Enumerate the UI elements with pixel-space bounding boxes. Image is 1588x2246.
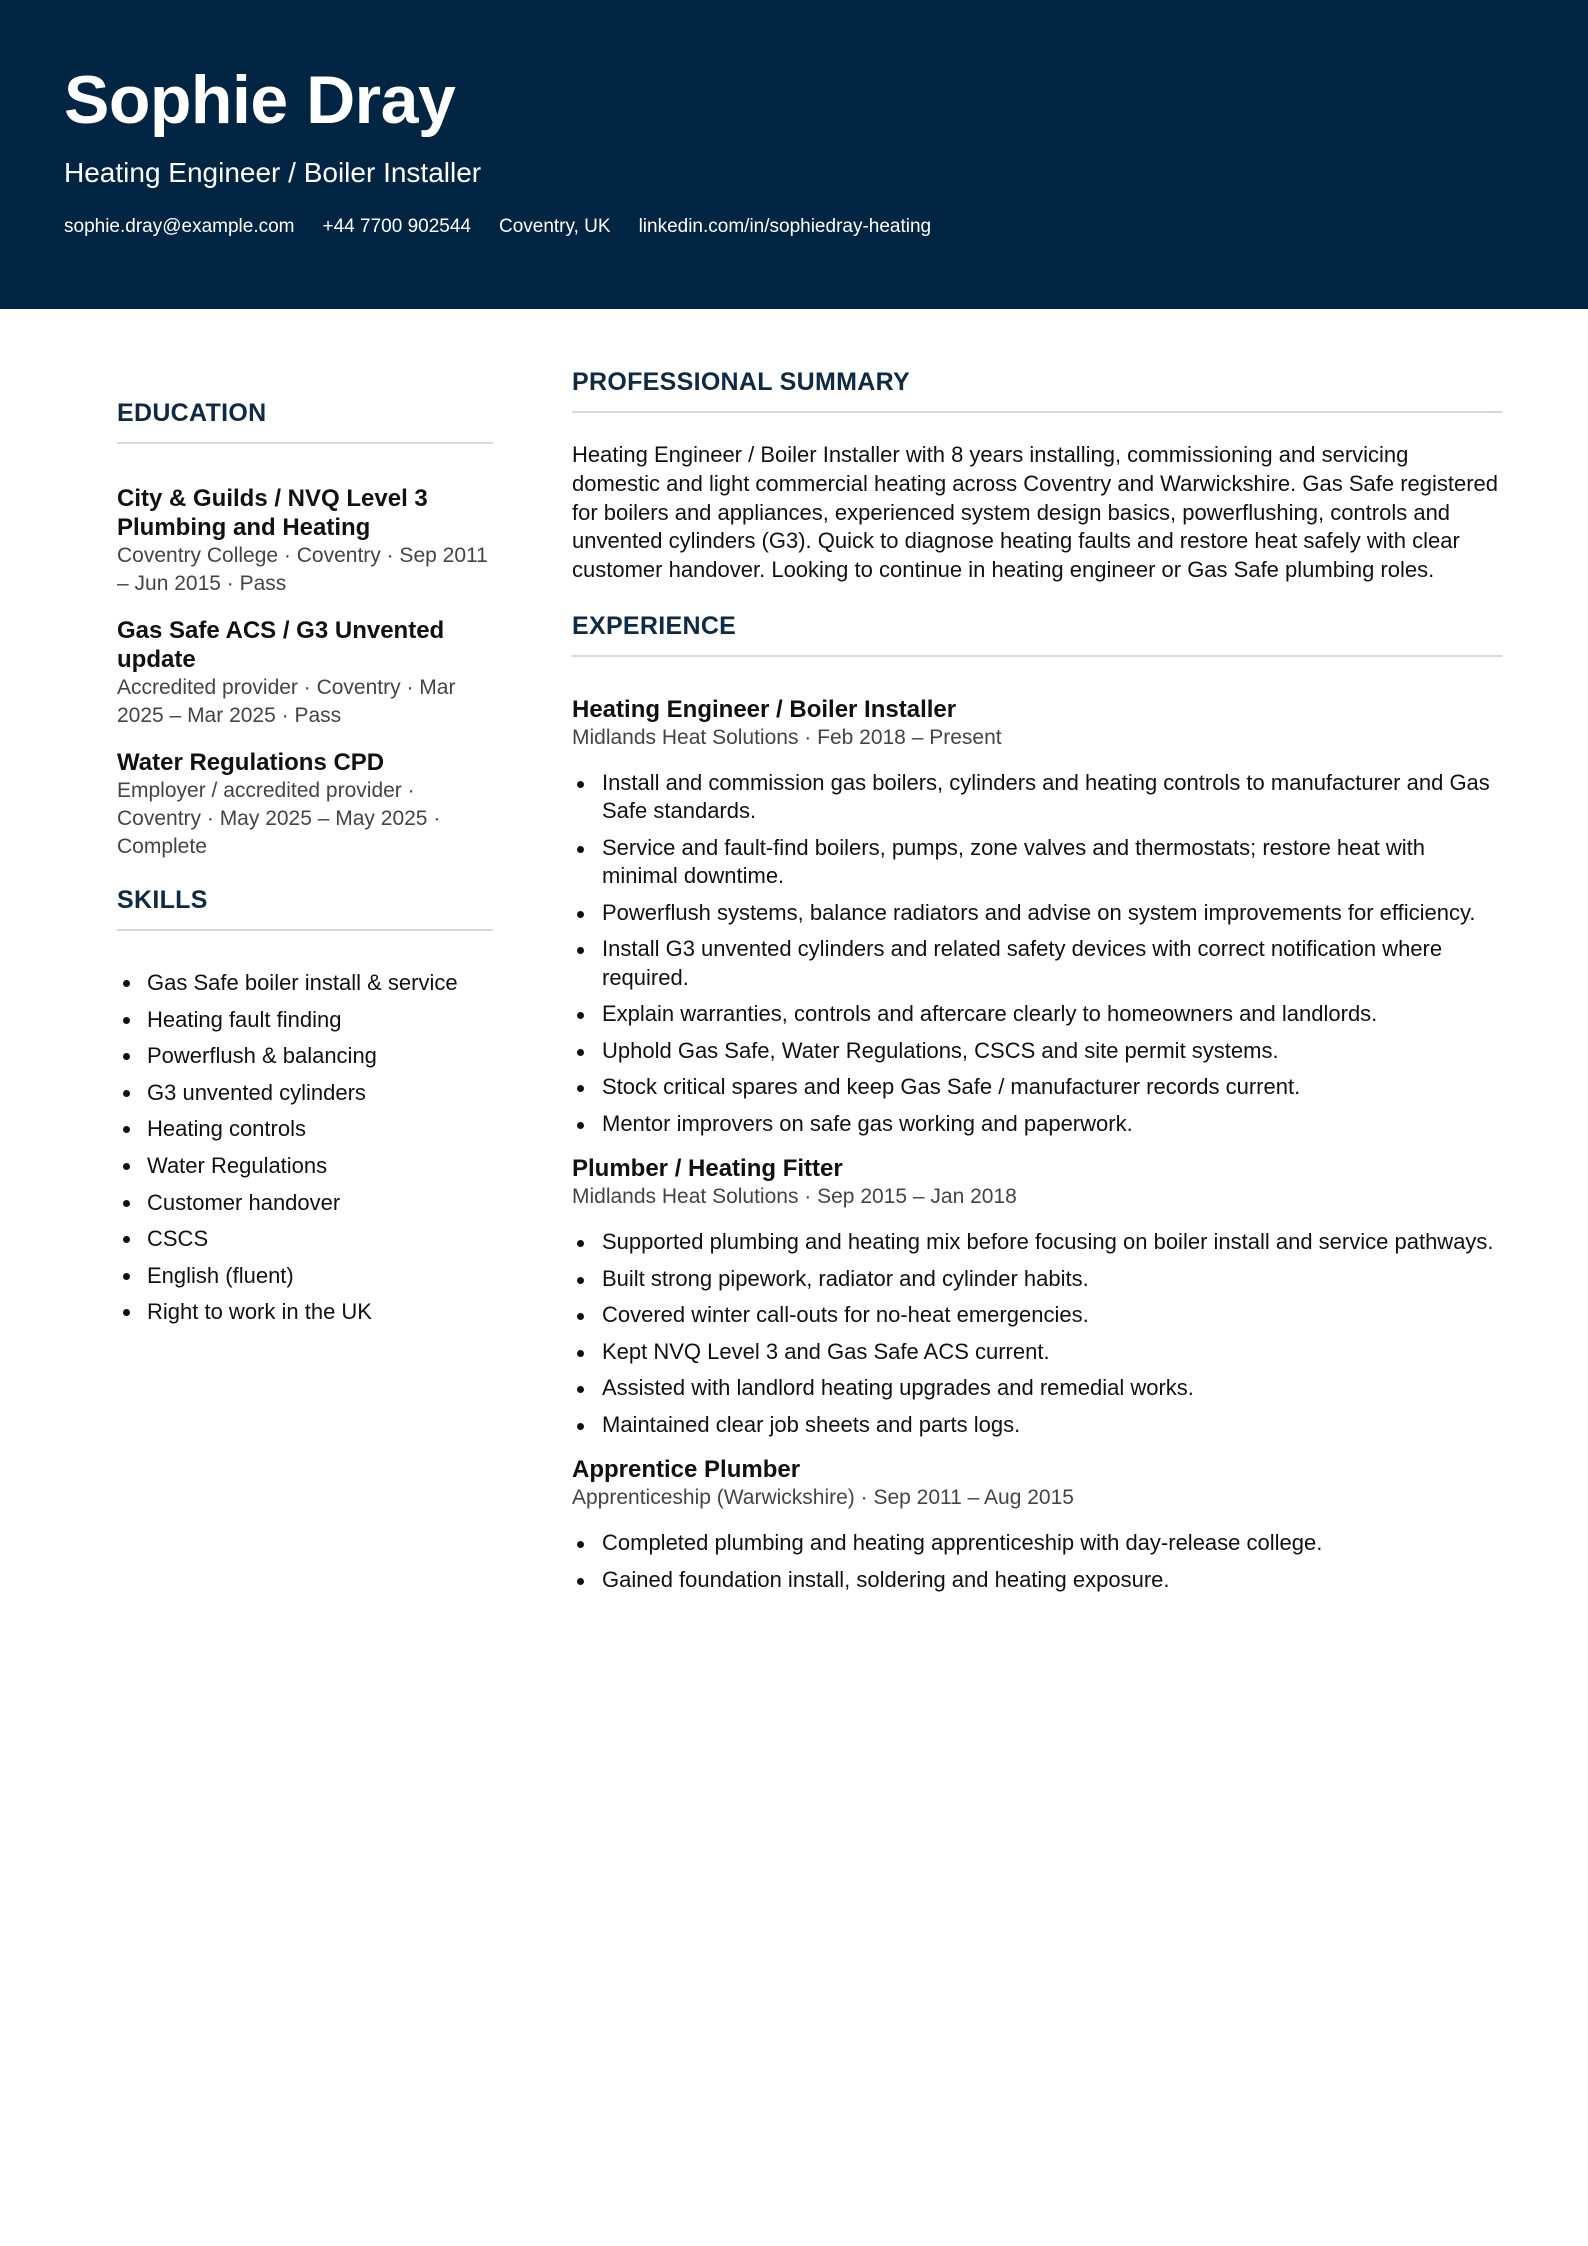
candidate-name: Sophie Dray xyxy=(64,62,456,138)
contact-bar xyxy=(64,214,931,240)
job-bullet: Kept NVQ Level 3 and Gas Safe ACS current. xyxy=(572,1338,1502,1367)
education-title: City & Guilds / NVQ Level 3 Plumbing and Heating xyxy=(117,485,428,541)
job-bullet: Powerflush systems, balance radiators and advise on system improvements for efficiency. xyxy=(572,899,1502,928)
job-title: Heating Engineer / Boiler Installer xyxy=(572,695,957,723)
skill-item: Water Regulations xyxy=(117,1148,493,1185)
job-bullet: Maintained clear job sheets and parts logs. xyxy=(572,1411,1502,1440)
job-entry xyxy=(572,1154,1502,1439)
job-bullet: Mentor improvers on safe gas working and paperwork. xyxy=(572,1110,1502,1139)
job-bullet: Assisted with landlord heating upgrades and remedial works. xyxy=(572,1374,1502,1403)
section-divider xyxy=(117,929,493,931)
job-bullet: Built strong pipework, radiator and cylinder habits. xyxy=(572,1265,1502,1294)
right-column xyxy=(572,367,1502,1602)
education-item xyxy=(117,748,493,861)
left-column xyxy=(117,398,493,1331)
education-meta: Employer / accredited provider · Coventry · May 2025 – May 2025 · Complete xyxy=(117,779,441,858)
education-title: Gas Safe ACS / G3 Unvented update xyxy=(117,617,445,673)
job-meta: Apprenticeship (Warwickshire) · Sep 2011 – Aug 2015 xyxy=(572,1486,1074,1510)
skill-item: Heating fault finding xyxy=(117,1002,493,1039)
candidate-role: Heating Engineer / Boiler Installer xyxy=(64,157,482,188)
summary-text: Heating Engineer / Boiler Installer with 8 years installing, commissioning and servicing domestic and light commercial heating across Coventry and Warwickshire. Gas Safe registered for boilers and appliances, experienced system design basics, powerflushing, controls and unvented cylinders (G3). Quick to diagnose heating faults and restore heat safely with clear customer handover. Looking to continue in heating engineer or Gas Safe plumbing roles. xyxy=(572,442,1499,583)
education-item xyxy=(117,616,493,730)
resume-header xyxy=(0,0,1588,309)
job-title: Plumber / Heating Fitter xyxy=(572,1155,843,1183)
job-bullet: Completed plumbing and heating apprenticeship with day-release college. xyxy=(572,1529,1502,1558)
job-bullet: Supported plumbing and heating mix before focusing on boiler install and service pathways. xyxy=(572,1228,1502,1257)
job-bullets xyxy=(572,1529,1502,1594)
education-meta: Coventry College · Coventry · Sep 2011 – Jun 2015 · Pass xyxy=(117,544,488,595)
job-bullet: Install G3 unvented cylinders and related safety devices with correct notification where required. xyxy=(572,935,1502,992)
job-bullets xyxy=(572,769,1502,1139)
skill-item: G3 unvented cylinders xyxy=(117,1075,493,1112)
contact-linkedin: linkedin.com/in/sophiedray-heating xyxy=(638,216,932,237)
skills-list xyxy=(117,965,493,1331)
education-item xyxy=(117,484,493,598)
education-title: Water Regulations CPD xyxy=(117,749,385,776)
skill-item: English (fluent) xyxy=(117,1258,493,1295)
job-bullet: Install and commission gas boilers, cylinders and heating controls to manufacturer and Gas Safe standards. xyxy=(572,769,1502,826)
job-bullet: Explain warranties, controls and aftercare clearly to homeowners and landlords. xyxy=(572,1000,1502,1029)
job-bullet: Covered winter call-outs for no-heat emergencies. xyxy=(572,1301,1502,1330)
job-bullet: Uphold Gas Safe, Water Regulations, CSCS and site permit systems. xyxy=(572,1037,1502,1066)
job-title: Apprentice Plumber xyxy=(572,1456,801,1484)
education-heading: EDUCATION xyxy=(117,399,267,427)
job-entry xyxy=(572,1455,1502,1594)
job-meta: Midlands Heat Solutions · Sep 2015 – Jan 2018 xyxy=(572,1185,1017,1209)
skill-item: Powerflush & balancing xyxy=(117,1038,493,1075)
summary-heading: PROFESSIONAL SUMMARY xyxy=(572,368,910,396)
job-meta: Midlands Heat Solutions · Feb 2018 – Present xyxy=(572,725,1002,749)
contact-location: Coventry, UK xyxy=(498,216,611,237)
job-bullet: Stock critical spares and keep Gas Safe / manufacturer records current. xyxy=(572,1073,1502,1102)
skills-heading: SKILLS xyxy=(117,886,208,914)
skill-item: Customer handover xyxy=(117,1185,493,1222)
contact-phone: +44 7700 902544 xyxy=(322,216,471,237)
job-bullet: Gained foundation install, soldering and heating exposure. xyxy=(572,1566,1502,1595)
job-bullet: Service and fault-find boilers, pumps, zone valves and thermostats; restore heat with minimal downtime. xyxy=(572,834,1502,891)
job-bullets xyxy=(572,1228,1502,1439)
education-meta: Accredited provider · Coventry · Mar 2025 – Mar 2025 · Pass xyxy=(117,676,456,727)
job-entry xyxy=(572,695,1502,1139)
section-divider xyxy=(572,411,1502,413)
skill-item: CSCS xyxy=(117,1221,493,1258)
contact-email: sophie.dray@example.com xyxy=(64,216,295,237)
experience-heading: EXPERIENCE xyxy=(572,611,737,640)
skill-item: Heating controls xyxy=(117,1111,493,1148)
skill-item: Right to work in the UK xyxy=(117,1294,493,1331)
skill-item: Gas Safe boiler install & service xyxy=(117,965,493,1002)
